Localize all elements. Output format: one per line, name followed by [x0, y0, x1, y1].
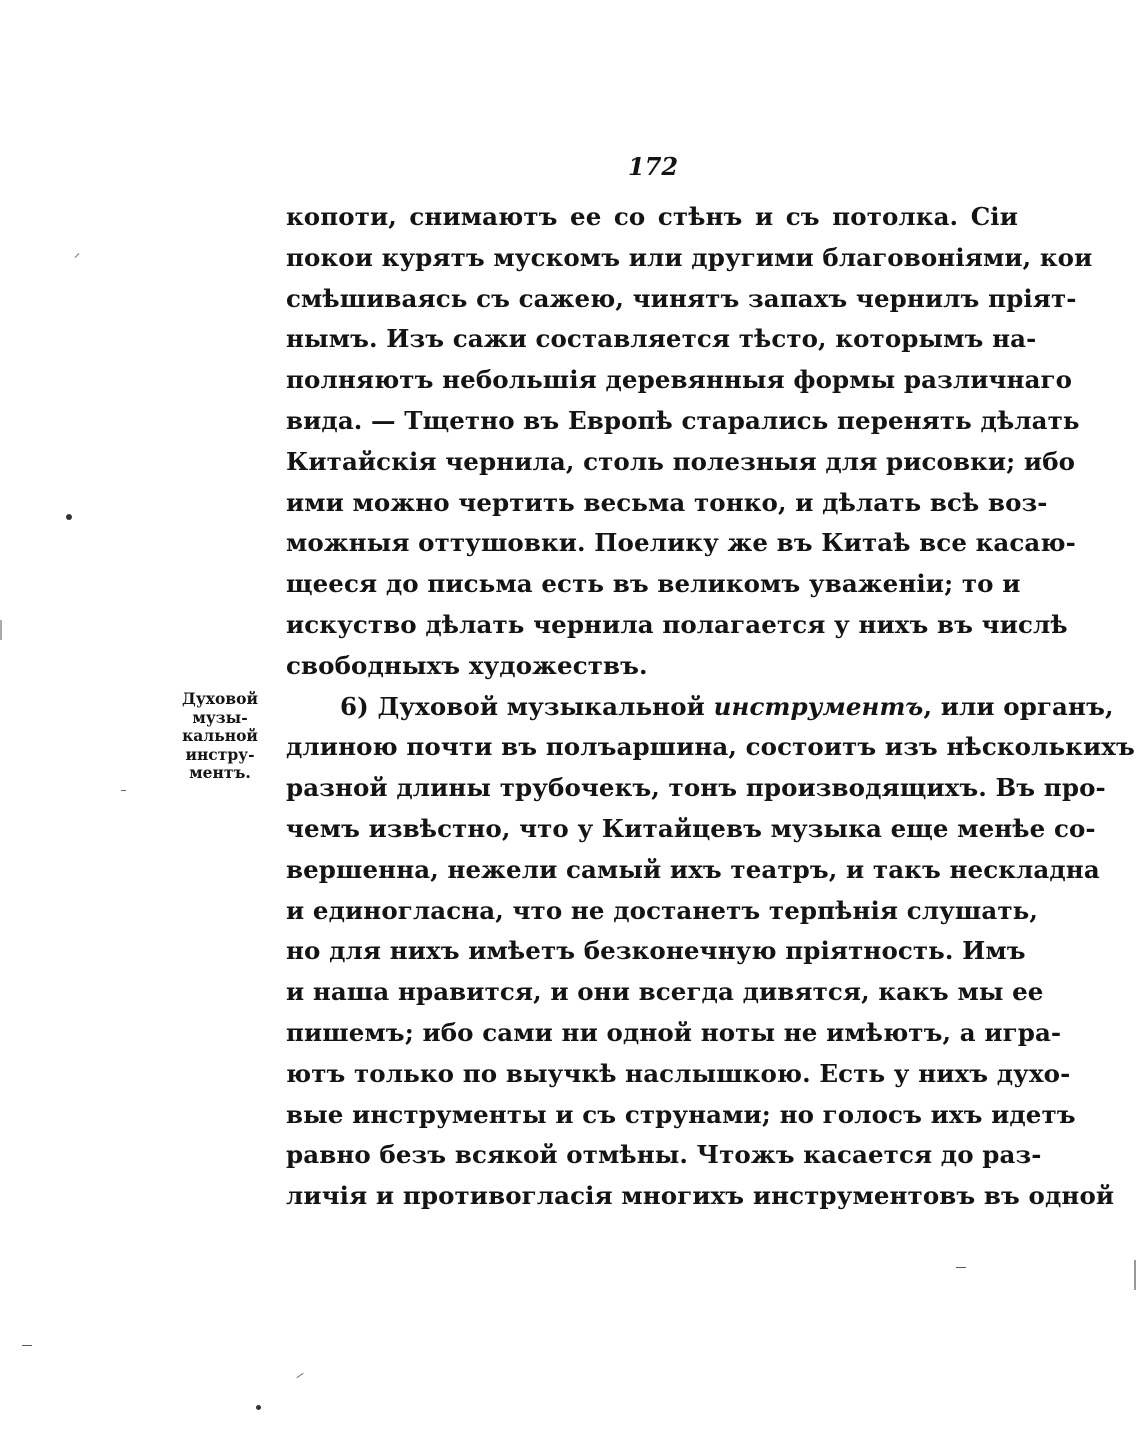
text-line: Китайскія чернила, столь полезныя для рисовки; ибо: [286, 446, 1076, 476]
text-line: личія и противогласія многихъ инструментовъ въ одной: [286, 1181, 1115, 1211]
text-line: щееся до письма есть въ великомъ уваженіи; то и: [286, 569, 1021, 599]
marginal-note: [172, 690, 268, 783]
text-line: вые инструменты и съ струнами; но голосъ ихъ идетъ: [286, 1099, 1076, 1129]
text-line: нымъ. Изъ сажи составляется тѣсто, которымъ на-: [286, 324, 1037, 354]
text-line: длиною почти въ полъаршина, состоитъ изъ нѣсколькихъ: [286, 732, 1135, 762]
marginal-note-line: кальной: [182, 726, 258, 745]
scan-speck: [296, 1373, 303, 1378]
text-span: 6) Духовой музыкальной: [340, 691, 705, 721]
text-line: и наша нравится, и они всегда дивятся, какъ мы ее: [286, 977, 1044, 1007]
text-line: пишемъ; ибо сами ни одной ноты не имѣютъ, а игра-: [286, 1017, 1062, 1047]
text-line: покои курятъ мускомъ или другими благовоніями, кои: [286, 242, 1093, 272]
text-line: копоти, снимаютъ ее со стѣнъ и съ потолка. Сіи: [286, 202, 1018, 231]
text-line: разной длины трубочекъ, тонъ производящихъ. Въ про-: [286, 773, 1106, 803]
text-line: искуство дѣлать чернила полагается у нихъ въ числѣ: [286, 609, 1068, 639]
body-text: [286, 197, 1135, 1217]
marginal-note-line: музы-: [192, 707, 248, 727]
scan-speck: [956, 1267, 966, 1268]
scan-speck: [0, 620, 2, 640]
text-line: полняютъ небольшія деревянныя формы различнаго: [286, 365, 1073, 395]
marginal-note-line: ментъ.: [189, 763, 251, 782]
text-line: смѣшиваясь съ сажею, чинятъ запахъ чернилъ пріят-: [286, 283, 1077, 313]
scan-speck: [22, 1345, 32, 1346]
page-number: 172: [628, 152, 679, 181]
text-span: , или органъ,: [923, 691, 1114, 721]
text-line: равно безъ всякой отмѣны. Чтожъ касается до раз-: [286, 1140, 1042, 1170]
italic-term: инструментъ: [713, 691, 924, 721]
text-line: но для нихъ имѣетъ безконечную пріятность. Имъ: [286, 936, 1026, 966]
scan-speck: [1134, 1260, 1136, 1290]
text-line: вида. — Тщетно въ Европѣ старались перенять дѣлать: [286, 405, 1080, 435]
text-line: можныя оттушовки. Поелику же въ Китаѣ все касаю-: [286, 528, 1076, 558]
text-line: свободныхъ художествъ.: [286, 650, 648, 680]
text-line: вершенна, нежели самый ихъ театръ, и такъ нескладна: [286, 854, 1100, 884]
scan-speck: [256, 1405, 261, 1410]
paragraph-ink-making: [286, 197, 1093, 687]
paragraph-wind-instrument: [286, 687, 1135, 1217]
text-line: и единогласна, что не достанетъ терпѣнія слушать,: [286, 895, 1038, 925]
text-line: чемъ извѣстно, что у Китайцевъ музыка еще менѣе со-: [286, 813, 1096, 843]
marginal-note-line: инстру-: [185, 744, 255, 764]
text-line: ими можно чертить весьма тонко, и дѣлать всѣ воз-: [286, 487, 1048, 517]
marginal-note-line: Духовой: [182, 689, 258, 708]
text-line: [286, 687, 1114, 728]
scan-speck: [66, 514, 72, 520]
scan-speck: [121, 790, 126, 791]
scan-speck: [75, 253, 80, 258]
text-line: ютъ только по выучкѣ наслышкою. Есть у нихъ духо-: [286, 1058, 1071, 1088]
